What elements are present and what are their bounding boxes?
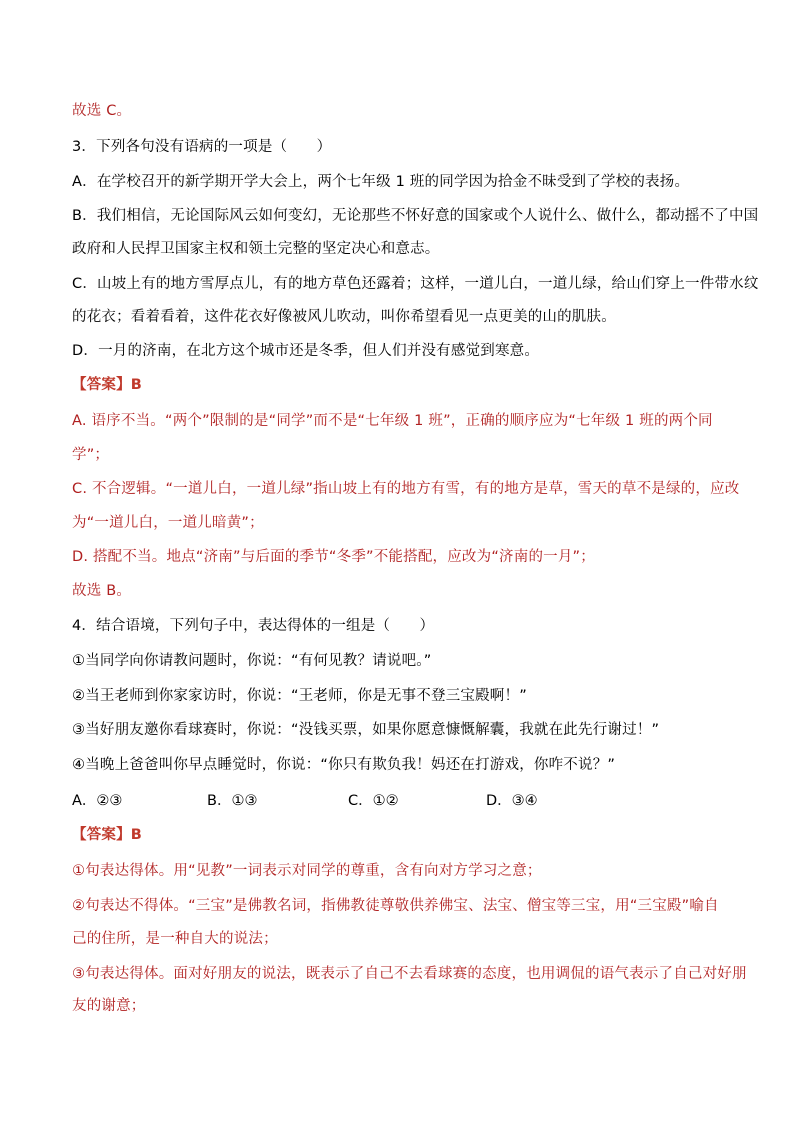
answer-tag: 【答案】B <box>72 827 143 843</box>
option-b: B．①③ <box>207 793 258 809</box>
text-line: B．我们相信，无论国际风云如何变幻，无论那些不怀好意的国家或个人说什么、做什么，都动摇不了中国 <box>72 208 759 224</box>
text-line: 的花衣；看着看着，这件花衣好像被风儿吹动，叫你希望看见一点更美的山的肌肤。 <box>72 309 616 325</box>
explanation-line: ②句表达不得体。“三宝”是佛教名词，指佛教徒尊敬供养佛宝、法宝、僧宝等三宝，用“三宝殿”喻自 <box>72 898 719 914</box>
text-line: 4．结合语境，下列句子中，表达得体的一组是（ ） <box>72 618 435 634</box>
explanation-line: D. 搭配不当。地点“济南”与后面的季节“冬季”不能搭配，应改为“济南的一月”； <box>72 549 595 565</box>
explanation-line: ③句表达得体。面对好朋友的说法，既表示了自己不去看球赛的态度，也用调侃的语气表示了自己对好朋 <box>72 966 747 982</box>
explanation-line: ①句表达得体。用“见教”一词表示对同学的尊重，含有向对方学习之意； <box>72 863 542 879</box>
explanation-line: A. 语序不当。“两个”限制的是“同学”而不是“七年级 1 班”，正确的顺序应为“七年级 1 班的两个同 <box>72 413 713 429</box>
explanation-line: 故选 C。 <box>72 103 132 119</box>
text-line: ④当晚上爸爸叫你早点睡觉时，你说：“你只有欺负我！妈还在打游戏，你咋不说？” <box>72 757 616 773</box>
text-line: A．在学校召开的新学期开学大会上，两个七年级 1 班的同学因为拾金不昧受到了学校的表扬。 <box>72 174 690 190</box>
text-line: C．山坡上有的地方雪厚点儿，有的地方草色还露着；这样，一道儿白，一道儿绿，给山们穿上一件带水纹 <box>72 276 759 292</box>
answer-tag: 【答案】B <box>72 377 143 393</box>
text-line: 3．下列各句没有语病的一项是（ ） <box>72 139 332 155</box>
explanation-line: 己的住所，是一种自大的说法； <box>72 931 278 947</box>
explanation-line: 故选 B。 <box>72 583 132 599</box>
text-line: ①当同学向你请教问题时，你说：“有何见教？请说吧。” <box>72 653 432 669</box>
text-line: ③当好朋友邀你看球赛时，你说：“没钱买票，如果你愿意慷慨解囊，我就在此先行谢过！” <box>72 722 660 738</box>
option-a: A．②③ <box>72 793 123 809</box>
answer-label <box>72 824 732 846</box>
text-line: 政府和人民捍卫国家主权和领土完整的坚定决心和意志。 <box>72 241 440 257</box>
answer-label <box>72 374 732 396</box>
explanation-line: 友的谢意； <box>72 998 146 1014</box>
explanation-line: C. 不合逻辑。“一道儿白，一道儿绿”指山坡上有的地方有雪，有的地方是草，雪天的草不是绿的，应改 <box>72 481 740 497</box>
text-line: D．一月的济南，在北方这个城市还是冬季，但人们并没有感觉到寒意。 <box>72 343 540 359</box>
explanation-line: 为“一道儿白，一道儿暗黄”； <box>72 515 264 531</box>
text-line: ②当王老师到你家家访时，你说：“王老师，你是无事不登三宝殿啊！” <box>72 688 527 704</box>
option-c: C．①② <box>348 793 399 809</box>
explanation-line: 学”； <box>72 447 110 463</box>
option-d: D．③④ <box>486 793 538 809</box>
